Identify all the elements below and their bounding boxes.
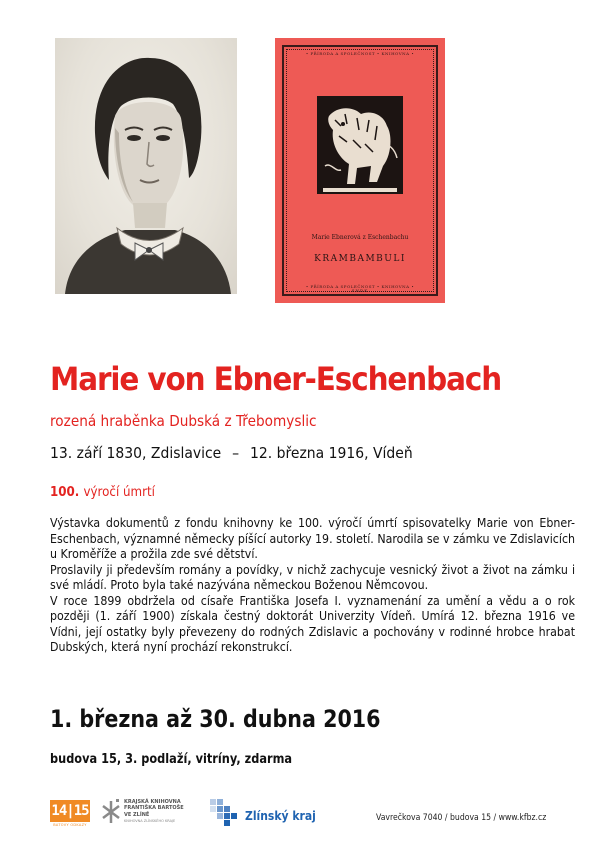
body-paragraph: V roce 1899 obdržela od císaře Františka Josefa I. vyznamenání za umění a vědu a o rok později (1. září 1900) získala čestný doktorát Univerzity Vídeň. Umírá 12. března 1916 ve Vídni, její ostatky byly převezeny do rodných Zdislavic a pochovány v rodinné hrobce hrabat Dubských, která nyní prochází rekonstrukcí. (50, 592, 576, 654)
library-line: FRANTIŠKA BARTOŠE (124, 805, 184, 812)
event-location: budova 15, 3. podlaží, vitríny, zdarma (50, 751, 293, 767)
address: Vavrečkova 7040 / budova 15 / www.kfbz.cz (376, 813, 547, 823)
anniversary-number: 100. (50, 484, 80, 500)
birth-date: 13. září 1830, Zdislavice (50, 444, 222, 462)
life-dates (50, 444, 413, 462)
region-name: Zlínský kraj (245, 809, 316, 823)
logo-1415: 14|15 (50, 800, 90, 822)
library-name (124, 799, 184, 824)
date-separator: – (232, 444, 240, 462)
death-date: 12. března 1916, Vídeň (249, 444, 413, 462)
logo-1415-subtitle: BATOVY ODKAZY (53, 823, 87, 827)
zlinsky-kraj-logo-icon (210, 799, 240, 827)
body-paragraph: Výstavka dokumentů z fondu knihovny ke 100. výročí úmrtí spisovatelky Marie von Ebner-Eschenbach, významné německy píšící autorky 19. století. Narodila se v zámku ve Zdislavicích u Kroměříže a prožila zde své dětství. (50, 515, 576, 561)
book-author: Marie Ebnerová z Eschenbachu (311, 234, 409, 241)
book-publisher: SNDK (351, 288, 369, 293)
born-as-subtitle: rozená hraběnka Dubská z Třebomyslic (50, 412, 317, 430)
dog-woodcut-illustration (317, 96, 403, 194)
body-paragraph: Proslavily ji především romány a povídky, v nichž zachycuje vesnický život a život na zámku i své mládí. Proto byla také nazývána německou Boženou Němcovou. (50, 561, 576, 592)
book-band-bottom: • PŘÍRODA A SPOLEČNOST • KNIHOVNA • (305, 284, 415, 289)
library-logo-icon (100, 797, 122, 827)
book-band-top: • PŘÍRODA A SPOLEČNOST • KNIHOVNA • (305, 51, 415, 56)
book-title: KRAMBAMBULI (314, 254, 406, 264)
library-subline: KNIHOVNA ZLÍNSKÉHO KRAJE (124, 818, 176, 823)
library-line: VE ZLÍNĚ (124, 811, 150, 818)
anniversary-line (50, 484, 155, 500)
page-title: Marie von Ebner-Eschenbach (50, 360, 502, 398)
library-line: KRAJSKÁ KNIHOVNA (124, 799, 181, 805)
date-range: 1. března až 30. dubna 2016 (50, 705, 381, 733)
body-text (50, 515, 575, 655)
portrait-image (55, 38, 237, 294)
book-cover-image (275, 38, 445, 303)
anniversary-text: výročí úmrtí (83, 484, 155, 500)
